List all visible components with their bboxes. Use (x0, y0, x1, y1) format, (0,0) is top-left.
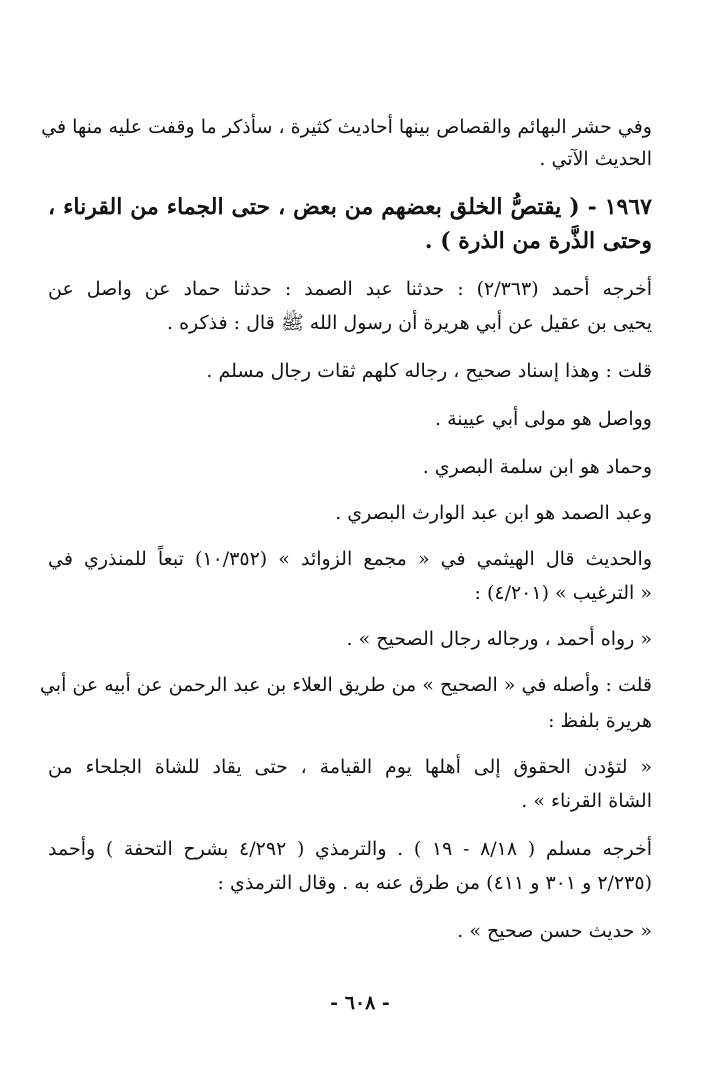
text-line: الحديث الآتي . (539, 148, 652, 170)
text-line: قلت : وهذا إسناد صحيح ، رجاله كلهم ثقات رجال مسلم . (206, 360, 652, 382)
quote-line: الشاة القرناء » . (521, 790, 652, 812)
text-line: وفي حشر البهائم والقصاص بينها أحاديث كثيرة ، سأذكر ما وقفت عليه منها في (41, 116, 652, 138)
text-line: قلت : وأصله في « الصحيح » من طريق العلاء بن عبد الرحمن عن أبيه عن أبي (39, 674, 652, 696)
text-line: أخرجه أحمد (٢/٣٦٣) : حدثنا عبد الصمد : حدثنا حماد عن واصل عن (48, 278, 652, 300)
text-line: « الترغيب » (٤/٢٠١) : (474, 582, 652, 604)
text-line: هريرة بلفظ : (548, 710, 652, 732)
text-line: وحماد هو ابن سلمة البصري . (422, 456, 652, 478)
hadith-heading: ١٩٦٧ - ( يقتصُّ الخلق بعضهم من بعض ، حتى الجماء من القرناء ، (48, 194, 652, 220)
quote-line: « لتؤدن الحقوق إلى أهلها يوم القيامة ، حتى يقاد للشاة الجلحاء من (48, 756, 652, 778)
hadith-heading: وحتى الذَّرة من الذرة ) . (424, 228, 652, 254)
quote-line: « رواه أحمد ، ورجاله رجال الصحيح » . (346, 628, 652, 650)
page-number: - ٦٠٨ - (330, 992, 390, 1014)
text-line: يحيى بن عقيل عن أبي هريرة أن رسول الله ﷺ قال : فذكره . (167, 312, 652, 334)
text-line: وعبد الصمد هو ابن عبد الوارث البصري . (335, 502, 652, 524)
text-line: وواصل هو مولى أبي عيينة . (435, 408, 652, 430)
quote-line: « حديث حسن صحيح » . (457, 920, 652, 942)
text-line: أخرجه مسلم ( ٨/١٨ - ١٩ ) . والترمذي ( ٤/٢٩٢ بشرح التحفة ) وأحمد (48, 838, 652, 860)
text-line: والحديث قال الهيثمي في « مجمع الزوائد » (١٠/٣٥٢) تبعاً للمنذري في (48, 548, 652, 570)
text-line: (٢/٢٣٥ و ٣٠١ و ٤١١) من طرق عنه به . وقال الترمذي : (217, 872, 652, 894)
